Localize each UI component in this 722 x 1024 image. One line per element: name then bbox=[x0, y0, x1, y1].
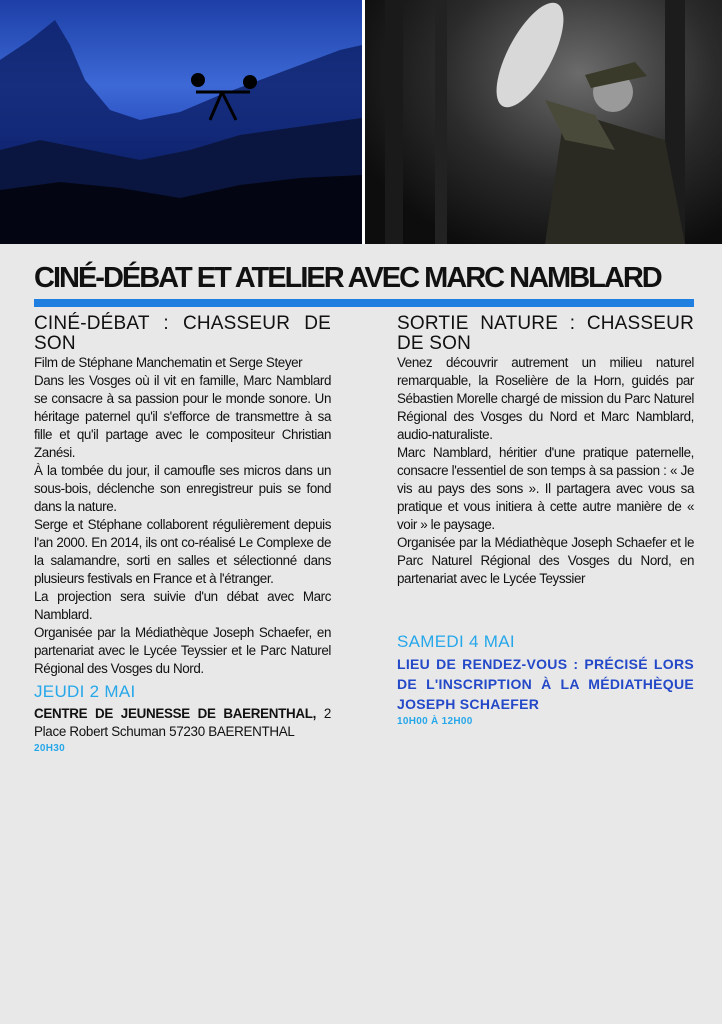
left-paragraph: Dans les Vosges où il vit en famille, Marc Namblard se consacre à sa passion pour le monde sonore. Un héritage paternel qu'il s'efforce de transmettre à sa fille et qu'il partage avec le compositeur Christian Zanési. bbox=[34, 373, 331, 460]
left-paragraph: Organisée par la Médiathèque Joseph Schaefer, en partenariat avec le Lycée Teyssier et le Parc Naturel Régional des Vosges du Nord. bbox=[34, 625, 331, 676]
left-time: 20H30 bbox=[34, 743, 65, 754]
left-venue bbox=[34, 705, 331, 741]
left-date: JEUDI 2 MAI bbox=[34, 682, 136, 701]
right-paragraph: Marc Namblard, héritier d'une pratique paternelle, consacre l'essentiel de son temps à sa passion : « Je vis au pays des sons ». Il partagera avec vous sa pratique et vous initiera à cette autre manière de « voir » le paysage. bbox=[397, 445, 694, 532]
photo-microphone-landscape bbox=[0, 0, 362, 244]
left-heading: CINÉ-DÉBAT : CHASSEUR DE SON bbox=[34, 313, 331, 354]
column-sortie-nature bbox=[397, 314, 694, 727]
right-heading: SORTIE NATURE : CHASSEUR DE SON bbox=[397, 313, 694, 354]
column-cine-debat bbox=[34, 314, 331, 754]
left-paragraph: À la tombée du jour, il camoufle ses micros dans un sous-bois, déclenche son enregistreur puis se fond dans la nature. bbox=[34, 463, 331, 514]
venue-name: CENTRE DE JEUNESSE DE BAERENTHAL, bbox=[34, 706, 317, 721]
landscape-illustration bbox=[0, 0, 362, 244]
left-paragraph: La projection sera suivie d'un débat avec Marc Namblard. bbox=[34, 589, 331, 622]
page-title: CINÉ-DÉBAT ET ATELIER AVEC MARC NAMBLARD bbox=[34, 262, 661, 294]
right-time: 10H00 À 12H00 bbox=[397, 716, 473, 727]
venue-address: 2 Place Robert Schuman 57230 BAERENTHAL bbox=[34, 706, 331, 739]
left-paragraph: Film de Stéphane Manchematin et Serge Steyer bbox=[34, 355, 303, 370]
right-body bbox=[397, 354, 694, 588]
left-body bbox=[34, 354, 331, 678]
title-underline bbox=[34, 299, 694, 307]
spacer bbox=[397, 588, 694, 628]
right-paragraph: Organisée par la Médiathèque Joseph Schaefer et le Parc Naturel Régional des Vosges du Nord, en partenariat avec le Lycée Teyssier bbox=[397, 535, 694, 586]
header-photos bbox=[0, 0, 722, 244]
right-paragraph: Venez découvrir autrement un milieu naturel remarquable, la Roselière de la Horn, guidés par Sébastien Morelle chargé de mission du Parc Naturel Régional des Vosges du Nord et Marc Namblard, audio-naturaliste. bbox=[397, 355, 694, 442]
left-paragraph: Serge et Stéphane collaborent régulièrement depuis l'an 2000. En 2014, ils ont co-réalisé Le Complexe de la salamandre, sorti en salles et sélectionné dans plusieurs festivals en France et à l'étranger. bbox=[34, 517, 331, 586]
right-date: SAMEDI 4 MAI bbox=[397, 632, 515, 651]
meeting-place: LIEU DE RENDEZ-VOUS : PRÉCISÉ LORS DE L'INSCRIPTION À LA MÉDIATHÈQUE JOSEPH SCHAEFER bbox=[397, 656, 694, 712]
photo-sound-recordist bbox=[365, 0, 722, 244]
recordist-illustration bbox=[365, 0, 722, 244]
